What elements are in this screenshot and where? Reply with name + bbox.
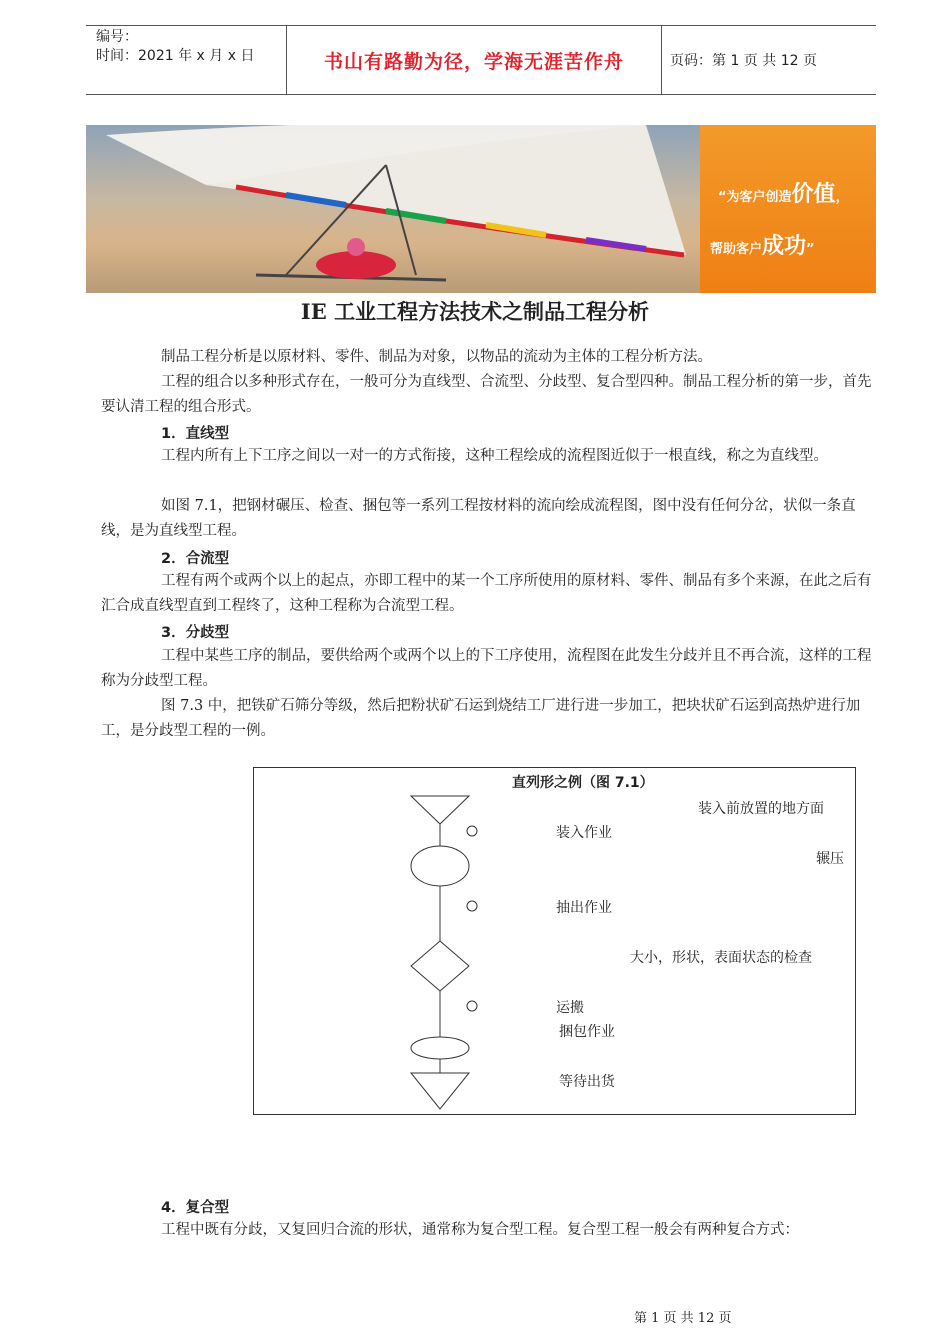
section-heading-merge: 2．合流型	[161, 551, 230, 567]
figure-7-1	[253, 767, 856, 1115]
paragraph-branch-def: 工程中某些工序的制品，要供给两个或两个以上的下工序使用，流程图在此发生分歧并且不再合流，这样的工程称为分歧型工程。	[101, 648, 872, 689]
header-page-info: 页码：第 1 页 共 12 页	[670, 53, 817, 69]
paragraph-branch-example: 图 7.3 中，把铁矿石筛分等级，然后把粉状矿石运到烧结工厂进行进一步加工，把块状矿石运到高热炉进行加工，是分歧型工程的一例。	[101, 698, 861, 739]
time-label: 时间：2021 年 x 月 x 日	[96, 48, 255, 64]
paragraph-intro: 制品工程分析是以原材料、零件、制品为对象，以物品的流动为主体的工程分析方法。	[161, 349, 712, 365]
figure-label: 抽出作业	[556, 900, 612, 916]
section-heading-branch: 3．分歧型	[161, 625, 230, 641]
hang-glider-photo	[86, 125, 700, 293]
figure-label: 等待出货	[559, 1074, 615, 1090]
figure-label: 装入作业	[556, 825, 612, 841]
number-label: 编号：	[96, 29, 138, 45]
slogan-line-1: “为客户创造价值，	[718, 182, 849, 207]
paragraph-composite-def: 工程中既有分歧，又复回归合流的形状，通常称为复合型工程。复合型工程一般会有两种复合方式：	[161, 1222, 799, 1238]
paragraph-linear-def: 工程内所有上下工序之间以一对一的方式衔接，这种工程绘成的流程图近似于一根直线，称之为直线型。	[161, 448, 828, 464]
inspection-diamond-icon	[411, 941, 469, 991]
figure-label: 运搬	[556, 1000, 584, 1016]
small-circle-icon	[467, 1001, 477, 1011]
slogan-line-2: 帮助客户成功”	[710, 234, 815, 259]
slogan-panel	[700, 125, 876, 293]
paragraph-linear-example: 如图 7.1，把钢材碾压、检查、捆包等一系列工程按材料的流向绘成流程图，图中没有任何分岔，状似一条直线，是为直线型工程。	[101, 498, 856, 539]
paragraph-merge-def: 工程有两个或两个以上的起点，亦即工程中的某一个工序所使用的原材料、零件、制品有多个来源，在此之后有汇合成直线型直到工程终了，这种工程称为合流型工程。	[101, 573, 872, 614]
header-motto: 书山有路勤为径，学海无涯苦作舟	[323, 50, 624, 73]
hang-glider-illustration	[86, 125, 700, 293]
process-ellipse-icon	[411, 1037, 469, 1059]
small-circle-icon	[467, 826, 477, 836]
document-title: IE 工业工程方法技术之制品工程分析	[300, 299, 650, 324]
figure-title: 直列形之例（图 7.1）	[512, 775, 654, 791]
figure-label: 大小，形状，表面状态的检查	[630, 950, 812, 966]
page-header	[86, 25, 876, 95]
header-meta	[86, 26, 286, 94]
section-heading-linear: 1．直线型	[161, 426, 230, 442]
process-ellipse-icon	[411, 846, 469, 886]
page-footer: 第 1 页 共 12 页	[634, 1311, 732, 1326]
figure-label: 捆包作业	[559, 1024, 615, 1040]
paragraph-types: 工程的组合以多种形式存在，一般可分为直线型、合流型、分歧型、复合型四种。制品工程分析的第一步，首先要认清工程的组合形式。	[101, 374, 872, 415]
flow-diagram	[254, 768, 857, 1116]
header-motto-cell	[286, 26, 662, 94]
storage-triangle-icon	[411, 1073, 469, 1109]
section-heading-composite: 4．复合型	[161, 1200, 230, 1216]
figure-label: 辗压	[816, 851, 844, 867]
banner	[86, 125, 876, 293]
small-circle-icon	[467, 901, 477, 911]
storage-triangle-icon	[411, 796, 469, 824]
figure-label: 装入前放置的地方面	[698, 801, 824, 817]
